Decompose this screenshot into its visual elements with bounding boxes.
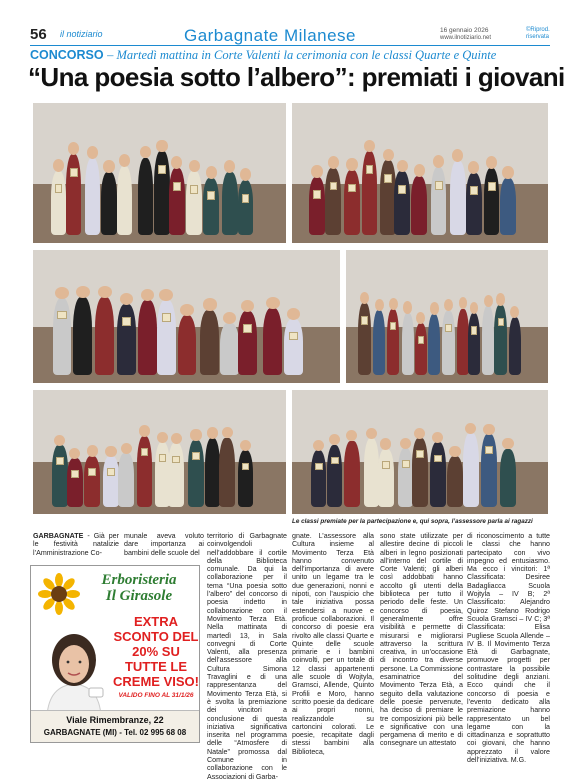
diploma [485,446,493,454]
person-silhouette [412,438,428,506]
kicker-subtitle: – Martedì mattina in Corte Valenti la cerimonia con le classi Quarte e Quinte [107,48,497,62]
article-headline: “Una poesia sotto l’albero”: premiati i giovani [28,62,565,92]
person-head [444,299,453,311]
person-head [98,286,112,298]
diploma [470,186,478,195]
person-head [360,292,369,304]
person-silhouette [484,168,500,234]
diploma [70,168,78,177]
person-head [346,430,357,441]
sunflower-icon [39,574,79,614]
diploma [488,182,496,191]
person-silhouette [509,317,521,375]
person-silhouette [468,313,480,375]
person-head [433,155,444,168]
rights-line: ©Riprod. [526,27,550,33]
article-column-6 [467,532,550,764]
person-silhouette [219,438,235,507]
woman-portrait-icon [37,626,111,716]
person-silhouette [222,172,238,235]
person-silhouette [154,151,170,234]
diploma [315,463,323,471]
person-head [414,164,425,177]
person-head [240,168,251,181]
person-silhouette [442,311,454,376]
person-head [55,287,69,299]
person-silhouette [358,303,370,375]
person-silhouette [387,309,399,375]
photo-group-5[interactable] [33,390,286,514]
advertisement-erboristeria[interactable] [30,565,200,743]
column-text: gnate. L’assessore alla Cultura insieme al Movimento Terza Età hanno convenuto dell’importanza di avere unito un legame tra le due generazioni, nonni e nipoti, con l’auspicio che tale iniziativa possa estendersi a nuove e proficue collaborazioni. Il concorso di poesie era rivolto alle classi Quarte e Quinte delle scuole primarie e i bambini coinvolti, per un totale di 12 classi appartenenti alle scuole di Wojtyla, Gramsci, Allende, Quinto Profili e Moro, hanno scritto poesie da dedicare ai propri nonni, realizzandole su cartoncini colorati. Le poesie, recapitate dagli stessi bambini alla Biblioteca, [292,532,374,756]
person-head [483,424,494,435]
diploma [402,460,410,468]
person-head [222,427,233,438]
photo-crowd [48,420,271,507]
person-silhouette [118,453,134,506]
dateline: GARBAGNATE [33,532,84,540]
diploma [141,448,149,456]
person-head [459,297,468,309]
person-silhouette [200,310,219,375]
person-head [240,440,251,451]
person-silhouette [84,456,100,507]
column-text: sono state utilizzate per allestire decine di piccoli alberi in legno posizionati all’interno del cortile di Corte Valenti; gli alberi così addobbati hanno accolto gli utenti della biblioteca per tutto il periodo delle feste. Un concorso di poesia, generalmente offre visibilità e permette di misurarsi e migliorarsi attraverso la scrittura creativa, in un’occasione di incontro tra diverse persone. La Commissione esaminatrice del Movimento Terza Età, a seguito della valutazione delle poesie pervenute, ha deciso di premiare le tre composizioni più belle e significative con una pergamena di merito e di consegnare un attestato [380,532,463,748]
diploma [445,324,451,332]
diploma [207,191,215,200]
person-head [468,161,479,174]
rights-line: riservata [526,34,550,40]
ad-brand-line: Erboristeria [101,572,177,588]
diploma [88,468,96,476]
person-head [157,432,168,443]
diploma [390,322,396,330]
person-head [121,443,132,454]
photo-crowd [48,137,271,235]
diploma [434,455,442,463]
photo-group-1[interactable] [33,103,286,243]
person-head [400,438,411,449]
person-silhouette [284,319,303,375]
article-column-3 [207,532,287,781]
diploma [242,463,250,471]
person-silhouette [168,443,184,506]
diploma [313,190,321,199]
person-silhouette [238,180,254,235]
article-column-1 [33,532,119,557]
diploma [162,313,171,321]
person-silhouette [344,170,360,235]
photo-crowd [51,282,321,375]
diploma [330,182,338,191]
diploma [57,311,66,319]
person-head [180,304,194,316]
person-silhouette [137,436,153,507]
person-silhouette [327,445,343,507]
person-head [403,301,412,313]
person-head [54,435,65,446]
person-silhouette [415,323,427,375]
person-head [414,428,425,439]
person-head [53,159,64,172]
person-silhouette [178,315,197,375]
diploma [416,450,424,458]
diploma [173,182,181,191]
person-head [76,286,90,298]
photo-crowd [307,420,532,507]
diploma [71,470,79,478]
person-silhouette [481,434,497,506]
ad-address: Viale Rimembranze, 22 [66,715,164,725]
diploma [398,185,406,194]
person-silhouette [500,178,516,235]
ad-brand-line: Il Girasole [105,588,173,604]
person-head [190,429,201,440]
person-head [139,425,150,436]
column-text: munale aveva voluto dare importanza ai bambini delle scuole del [124,532,204,557]
person-head [313,440,324,451]
person-head [189,160,200,173]
masthead [30,26,550,46]
person-head [241,300,255,312]
person-silhouette [169,168,185,234]
person-silhouette [411,176,427,235]
person-head [329,434,340,445]
person-silhouette [344,441,360,507]
person-head [206,166,217,179]
person-silhouette [85,158,101,235]
diploma [331,457,339,465]
person-head [449,446,460,457]
diploma [192,452,200,460]
person-silhouette [431,167,447,235]
diploma [498,318,504,326]
person-head [171,156,182,169]
person-silhouette [238,450,254,506]
diploma [172,456,180,464]
photo-caption: Le classi premiate per la partecipazione e, qui sopra, l’assessore parla ai ragazzi [292,518,533,525]
person-head [156,140,167,153]
person-head [207,427,218,438]
person-silhouette [494,305,506,375]
person-silhouette [238,311,257,375]
person-silhouette [220,323,239,375]
person-head [502,438,513,449]
ad-footer [31,710,199,742]
article-column-2 [124,532,204,557]
person-silhouette [325,168,341,235]
person-head [103,160,114,173]
person-silhouette [402,313,414,375]
person-head [366,428,377,439]
person-head [140,146,151,159]
diploma [361,316,367,324]
website-link[interactable]: www.ilnotiziario.net [440,35,492,41]
person-head [346,158,357,171]
person-silhouette [311,450,327,506]
diploma [471,326,477,334]
person-silhouette [450,161,466,235]
diploma [384,174,392,183]
person-head [416,312,425,324]
diploma [107,468,115,476]
person-silhouette [138,158,154,235]
diploma [55,184,63,193]
person-silhouette [67,458,83,506]
person-silhouette [53,298,72,375]
person-silhouette [101,172,117,235]
person-silhouette [373,310,385,375]
article-column-4 [292,532,374,756]
column-text: di riconoscimento a tutte le classi che hanno partecipato con vivo impegno ed entusiasmo. Ma ecco i vincitori: 1ª Classificata: Desiree Badagliacca Scuola Wojtyla – IV B; 2ª Classificato: Alejandro Quiroz Stefano Rodrigo Scuola Gramsci – IV C; 3ª Classificata: Elisa Pugliese Scuola Allende – IV B. Il Movimento Terza Età di Garbagnate, promuove progetti per contrastare la possibile solitudine degli anziani. Ecco quindi che il concorso di poesia e l’evento dedicato alla premiazione hanno rappresentato un bel legame con la cittadinanza e soprattutto coi giovani, che hanno apprezzato il valore dell’iniziativa. M.G. [467,532,550,765]
person-silhouette [73,297,92,375]
article-kicker [30,48,555,63]
column-text: - Già per le festività natalizie l’Amministrazione Co- [33,532,119,557]
person-head [470,302,479,314]
person-silhouette [466,173,482,235]
newspaper-brand: il notiziario [60,29,103,39]
person-silhouette [117,166,133,235]
person-head [224,160,235,173]
person-head [119,154,130,167]
person-silhouette [500,449,516,507]
diploma [122,317,131,325]
person-head [502,166,513,179]
ad-brand [79,572,199,604]
person-head [383,149,394,162]
person-head [266,297,280,309]
ad-validity: VALIDO FINO AL 31/1/26 [118,692,194,699]
person-silhouette [309,177,325,235]
diploma [158,165,166,174]
person-head [510,306,519,318]
person-head [364,140,375,153]
person-silhouette [364,438,380,507]
section-title: Garbagnate Milanese [183,26,357,45]
person-silhouette [95,297,114,375]
person-head [432,432,443,443]
diploma [243,324,252,332]
page-number: 56 [30,26,47,43]
diploma [159,454,167,462]
person-head [465,423,476,434]
diploma [366,165,374,174]
person-silhouette [378,449,394,507]
photo-group-2[interactable] [292,103,548,243]
person-silhouette [447,456,463,506]
person-head [141,289,155,301]
diploma [348,184,356,193]
person-silhouette [117,304,136,375]
person-silhouette [463,433,479,506]
person-head [120,293,134,305]
person-head [380,438,391,449]
person-silhouette [394,171,410,234]
person-head [484,295,493,307]
diploma [242,194,250,203]
diploma [190,185,198,194]
person-silhouette [428,314,440,375]
person-head [223,312,237,324]
person-silhouette [482,306,494,375]
person-head [375,299,384,311]
person-head [452,149,463,162]
person-silhouette [205,438,221,507]
photo-group-3[interactable] [33,250,340,383]
ad-offer: EXTRA SCONTO DEL 20% SU TUTTE LE CREME VISO! [113,614,199,689]
header-rule [30,45,550,46]
person-head [486,156,497,169]
ad-city-phone: GARBAGNATE (MI) - Tel. 02 995 68 08 [43,728,187,737]
article-column-5 [380,532,463,748]
photo-crowd [358,282,536,375]
person-head [68,142,79,155]
person-silhouette [157,300,176,375]
diploma [435,181,443,190]
person-silhouette [138,300,157,375]
issue-date: 16 gennaio 2026 [440,27,489,34]
person-head [328,156,339,169]
person-silhouette [430,442,446,506]
person-head [203,298,217,310]
diploma [289,332,298,340]
person-head [311,165,322,178]
person-head [397,160,408,173]
person-head [171,433,182,444]
person-silhouette [186,171,202,234]
person-silhouette [103,456,119,506]
person-head [287,308,301,320]
person-head [105,446,116,457]
photo-group-4[interactable] [346,250,548,383]
column-text: territorio di Garbagnate coinvolgendoli nell’addobbare il cortile della Biblioteca comunale. Da qui la collaborazione per il tema “Una poesia sotto l’albero” del concorso di poesia indetto in collaborazione con il Movimento Terza Età. Nella mattinata di martedì 13, in Sala convegni di Corte Valenti, alla presenza dell’assessore alla Cultura Simona Travaglini e di una rappresentanza del Movimento Terza Età, si è svolta la premiazione dei vincitori a conclusione di questa iniziativa significativa inserita nel programma delle “Atmosfere di Natale” promossa dal Comune in collaborazione con le Associazioni di Garba- [207,532,287,781]
person-silhouette [362,151,378,234]
diploma [56,457,64,465]
person-silhouette [52,445,68,506]
person-silhouette [203,178,219,235]
person-head [87,445,98,456]
person-silhouette [263,308,282,375]
kicker-label: CONCORSO [30,48,104,62]
person-head [87,146,98,159]
person-silhouette [188,440,204,507]
rights-notice [526,27,556,41]
person-head [496,293,505,305]
diploma [382,461,390,469]
person-head [69,448,80,459]
photo-crowd [307,137,532,235]
photo-assessor-speech[interactable] [292,390,548,514]
person-silhouette [51,171,67,235]
diploma [418,336,424,344]
person-head [389,298,398,310]
person-head [159,289,173,301]
person-silhouette [66,154,82,234]
person-head [430,302,439,314]
